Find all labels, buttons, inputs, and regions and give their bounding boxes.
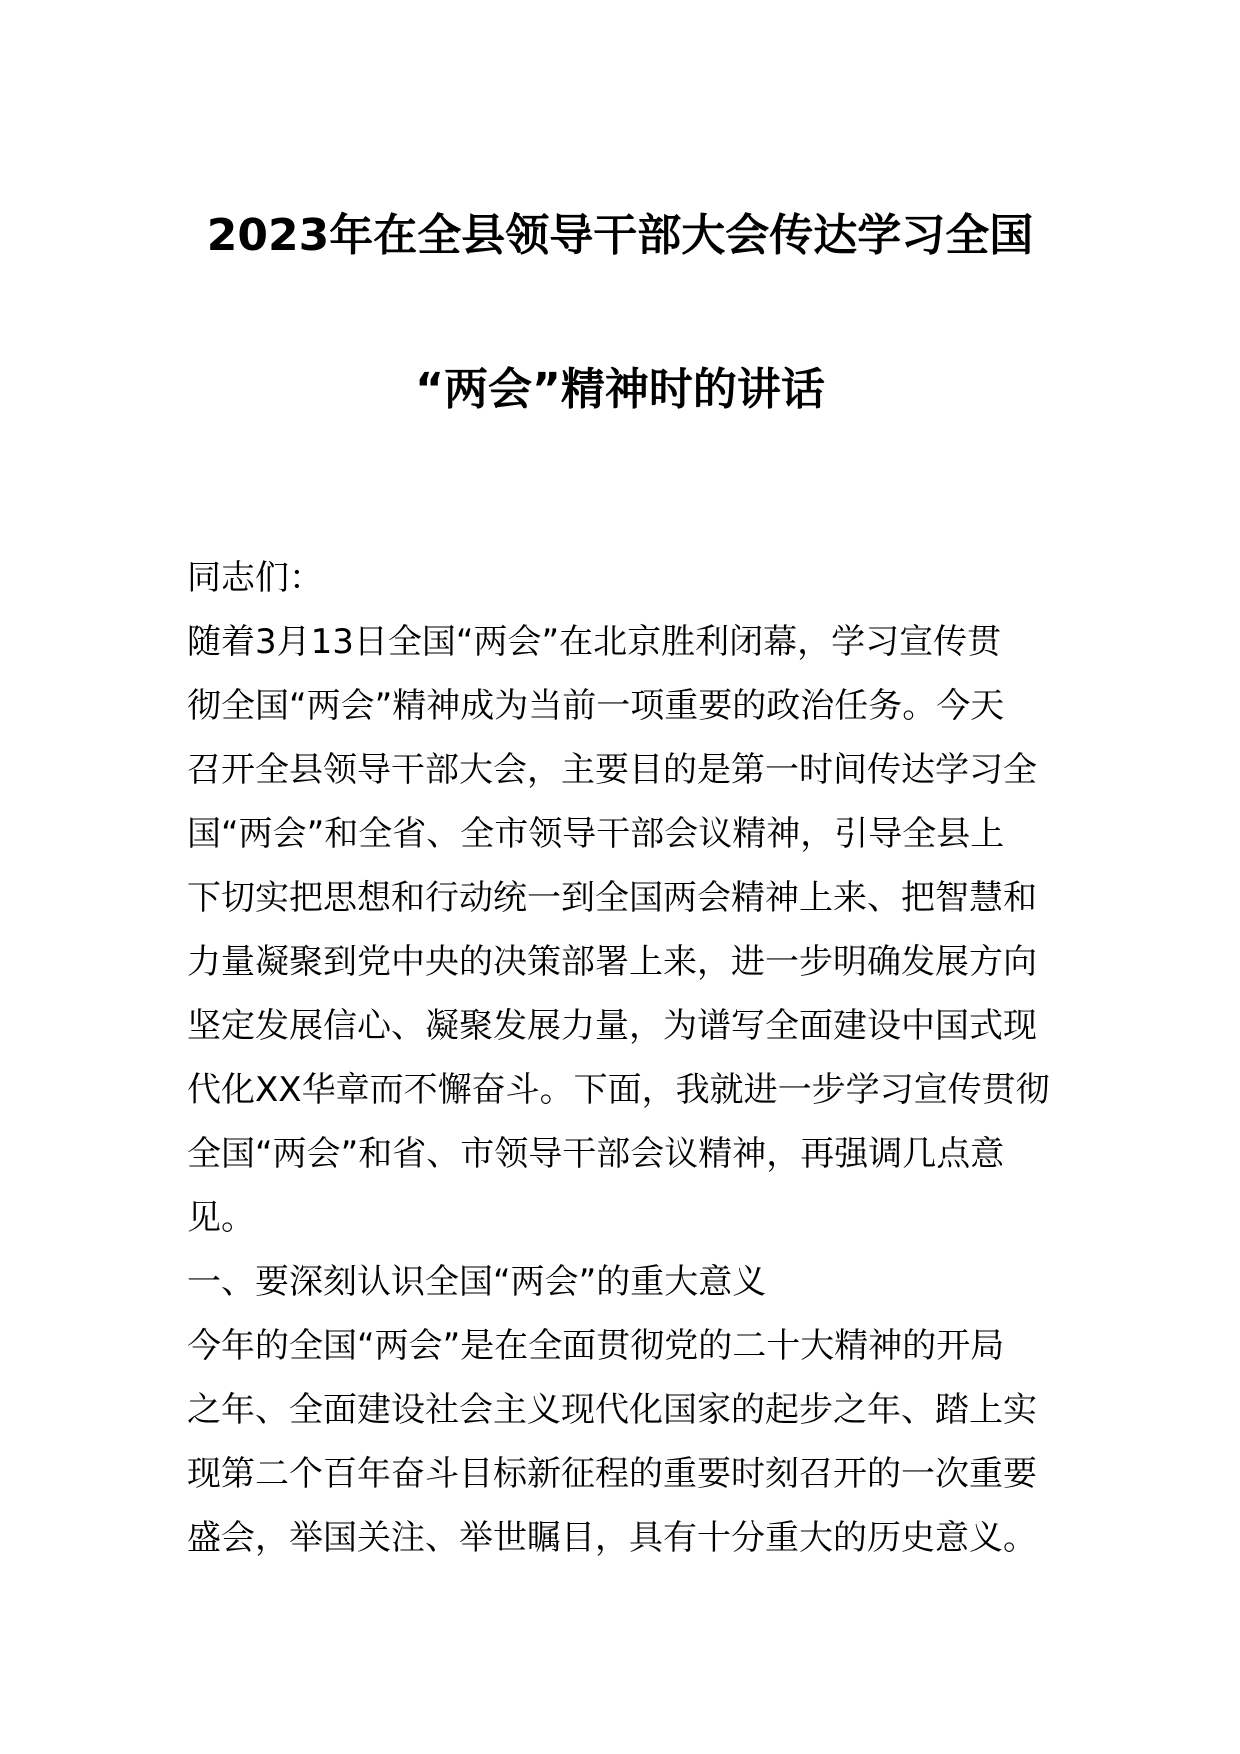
paragraph-2-line: 之年、全面建设社会主义现代化国家的起步之年、踏上实 xyxy=(187,1390,1037,1430)
paragraph-1-line: 随着3月13日全国“两会”在北京胜利闭幕，学习宣传贯 xyxy=(187,622,1002,662)
document-title-line-2: “两会”精神时的讲话 xyxy=(415,364,825,415)
paragraph-1-line: 代化XX华章而不懈奋斗。下面，我就进一步学习宣传贯彻 xyxy=(187,1070,1050,1110)
document-body xyxy=(187,546,1055,1570)
paragraph-2-line: 盛会，举国关注、举世瞩目，具有十分重大的历史意义。 xyxy=(187,1518,1037,1558)
document-title-line-1: 2023年在全县领导干部大会传达学习全国 xyxy=(206,210,1034,261)
section-1-heading: 一、要深刻认识全国“两会”的重大意义 xyxy=(187,1262,767,1302)
paragraph-1-line: 彻全国“两会”精神成为当前一项重要的政治任务。今天 xyxy=(187,686,1005,726)
paragraph-1-line: 国“两会”和全省、全市领导干部会议精神，引导全县上 xyxy=(187,814,1005,854)
paragraph-1-line: 坚定发展信心、凝聚发展力量，为谱写全面建设中国式现 xyxy=(187,1006,1037,1046)
paragraph-1-line: 力量凝聚到党中央的决策部署上来，进一步明确发展方向 xyxy=(187,942,1037,982)
paragraph-1-line: 全国“两会”和省、市领导干部会议精神，再强调几点意 xyxy=(187,1134,1005,1174)
paragraph-2-line: 现第二个百年奋斗目标新征程的重要时刻召开的一次重要 xyxy=(187,1454,1037,1494)
salutation: 同志们： xyxy=(187,558,323,598)
paragraph-2-line: 今年的全国“两会”是在全面贯彻党的二十大精神的开局 xyxy=(187,1326,1005,1366)
paragraph-1-line: 下切实把思想和行动统一到全国两会精神上来、把智慧和 xyxy=(187,878,1037,918)
paragraph-1-line: 见。 xyxy=(187,1198,255,1238)
paragraph-1-line: 召开全县领导干部大会，主要目的是第一时间传达学习全 xyxy=(187,750,1037,790)
